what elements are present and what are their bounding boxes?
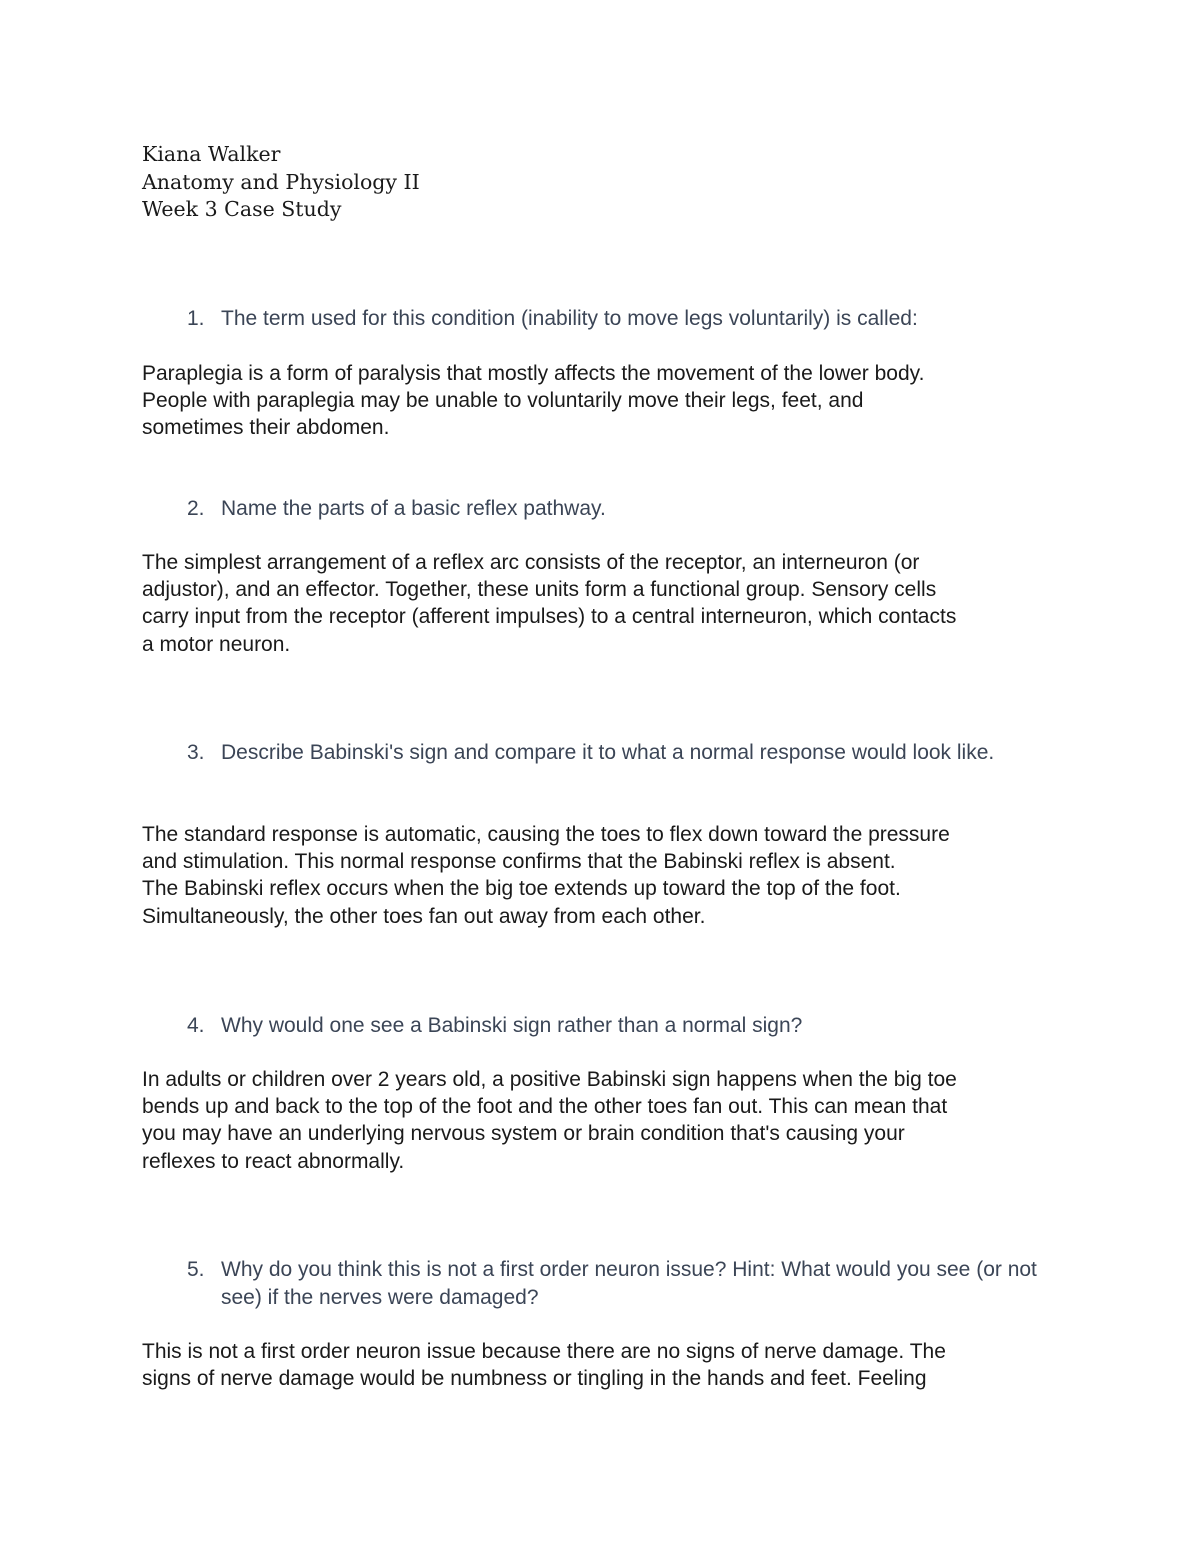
answer-2 [142,549,1072,658]
answer-3 [142,821,1072,930]
question-1 [187,305,1061,333]
answer-line: and stimulation. This normal response confirms that the Babinski reflex is absent. [142,850,896,874]
answer-line: The standard response is automatic, causing the toes to flex down toward the pressure [142,823,950,846]
student-name: Kiana Walker [142,142,281,166]
answer-line: carry input from the receptor (afferent impulses) to a central interneuron, which contacts [142,605,957,629]
question-text: Name the parts of a basic reflex pathway. [221,497,606,520]
answer-line: This is not a first order neuron issue because there are no signs of nerve damage. The [142,1340,946,1363]
answer-line: a motor neuron. [142,632,291,656]
answer-1 [142,360,1072,442]
question-4 [187,1012,1061,1040]
question-number: 3. [187,741,205,764]
question-3 [187,739,1061,767]
answer-line: adjustor), and an effector. Together, these units form a functional group. Sensory cells [142,578,937,602]
answer-line: signs of nerve damage would be numbness or tingling in the hands and feet. Feeling [142,1367,927,1391]
answer-5 [142,1338,1072,1392]
answer-line: Paraplegia is a form of paralysis that mostly affects the movement of the lower body. [142,362,925,385]
question-2 [187,495,1061,523]
answer-line: People with paraplegia may be unable to voluntarily move their legs, feet, and [142,389,864,413]
answer-line: bends up and back to the top of the foot and the other toes fan out. This can mean that [142,1095,948,1119]
answer-line: reflexes to react abnormally. [142,1149,405,1173]
answer-line: sometimes their abdomen. [142,416,390,440]
answer-line: In adults or children over 2 years old, a positive Babinski sign happens when the big toe [142,1068,957,1091]
question-number: 4. [187,1014,205,1037]
document-header [142,141,420,224]
assignment-title: Week 3 Case Study [142,197,342,221]
question-number: 2. [187,497,205,520]
question-text: Describe Babinski's sign and compare it to what a normal response would look like. [221,741,995,764]
question-text: Why would one see a Babinski sign rather than a normal sign? [221,1014,803,1037]
answer-line: Simultaneously, the other toes fan out away from each other. [142,904,706,928]
question-text: Why do you think this is not a first order neuron issue? Hint: What would you see (or not see) if the nerves were damaged? [221,1258,1037,1309]
question-number: 5. [187,1258,205,1281]
question-text: The term used for this condition (inability to move legs voluntarily) is called: [221,307,918,330]
course-title: Anatomy and Physiology II [142,169,420,194]
answer-line: The simplest arrangement of a reflex arc consists of the receptor, an interneuron (or [142,551,920,574]
answer-line: The Babinski reflex occurs when the big toe extends up toward the top of the foot. [142,877,901,901]
question-5 [187,1256,1061,1311]
answer-4 [142,1066,1072,1175]
question-number: 1. [187,307,205,330]
answer-line: you may have an underlying nervous system or brain condition that's causing your [142,1122,905,1146]
